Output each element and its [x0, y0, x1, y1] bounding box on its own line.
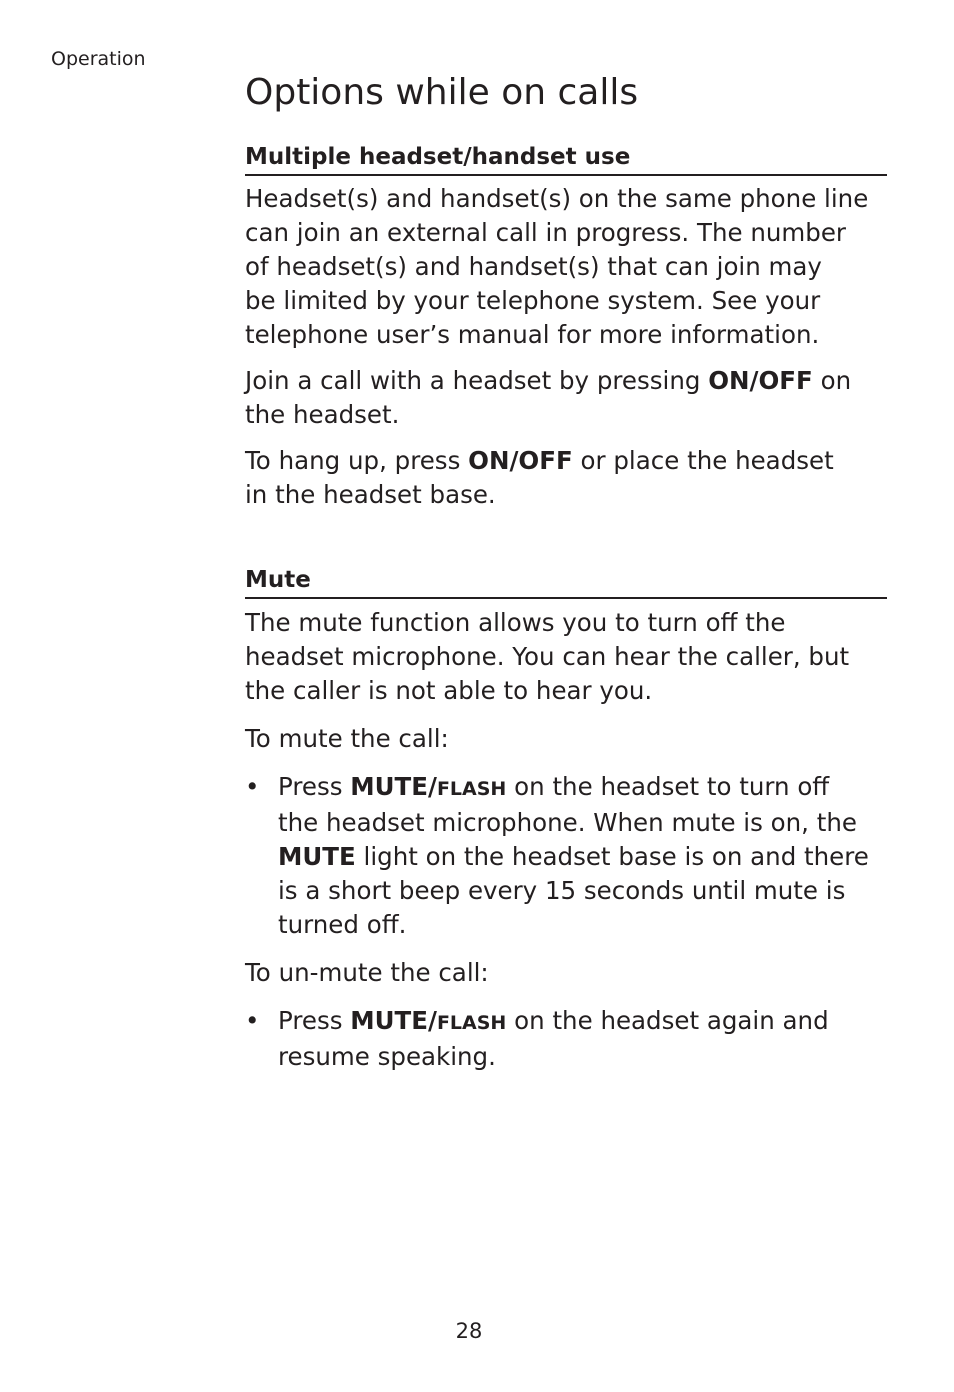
key-part: MUTE/ — [350, 772, 437, 801]
heading-multiple-headset: Multiple headset/handset use — [245, 142, 887, 176]
text-line: turned off. — [278, 910, 407, 939]
text-line: in the headset base. — [245, 480, 496, 509]
section-label: Operation — [51, 48, 146, 70]
bullet-text — [278, 770, 890, 942]
hang-up-paragraph — [245, 444, 890, 512]
key-mute-flash — [350, 772, 506, 801]
text-run: on the headset again and — [514, 1006, 829, 1035]
page-title: Options while on calls — [245, 72, 639, 113]
text-line: be limited by your telephone system. See your — [245, 286, 821, 315]
mute-bullet — [245, 770, 890, 942]
key-part: MUTE/ — [350, 1006, 437, 1035]
text-run: or place the headset — [580, 446, 834, 475]
text-line: the caller is not able to hear you. — [245, 676, 653, 705]
mute-body — [245, 606, 890, 1074]
text-line: of headset(s) and handset(s) that can join may — [245, 252, 822, 281]
key-on-off: ON/OFF — [708, 366, 813, 395]
unmute-bullet — [245, 1004, 890, 1074]
text-run: To hang up, press — [245, 446, 461, 475]
multiple-headset-body — [245, 182, 890, 512]
bullet-dot: • — [245, 772, 260, 801]
bullet-text — [278, 1004, 890, 1074]
key-part-smallcaps: FLASH — [436, 778, 507, 800]
text-line: is a short beep every 15 seconds until mute is — [278, 876, 846, 905]
text-line: The mute function allows you to turn off the — [245, 608, 786, 637]
key-mute: MUTE — [278, 842, 356, 871]
text-line: the headset microphone. When mute is on, the — [278, 808, 857, 837]
page-number: 28 — [455, 1319, 483, 1343]
mute-intro-paragraph — [245, 606, 890, 708]
text-line: telephone user’s manual for more information. — [245, 320, 820, 349]
text-run: on — [820, 366, 852, 395]
key-mute-flash — [350, 1006, 506, 1035]
text-line: headset microphone. You can hear the caller, but — [245, 642, 850, 671]
text-line: Headset(s) and handset(s) on the same phone line — [245, 184, 869, 213]
text-run: on the headset to turn off — [514, 772, 830, 801]
join-call-paragraph — [245, 364, 890, 432]
multiple-intro-paragraph — [245, 182, 890, 352]
bullet-dot: • — [245, 1006, 260, 1035]
text-run: Press — [278, 1006, 343, 1035]
text-run: Join a call with a headset by pressing — [245, 366, 701, 395]
to-mute-label: To mute the call: — [245, 724, 449, 753]
key-on-off: ON/OFF — [468, 446, 573, 475]
to-unmute-label: To un-mute the call: — [245, 958, 489, 987]
text-run: light on the headset base is on and there — [363, 842, 869, 871]
key-part-smallcaps: FLASH — [436, 1012, 507, 1034]
text-run: Press — [278, 772, 343, 801]
heading-mute: Mute — [245, 565, 887, 599]
text-line: resume speaking. — [278, 1042, 496, 1071]
text-line: can join an external call in progress. The number — [245, 218, 846, 247]
text-line: the headset. — [245, 400, 400, 429]
